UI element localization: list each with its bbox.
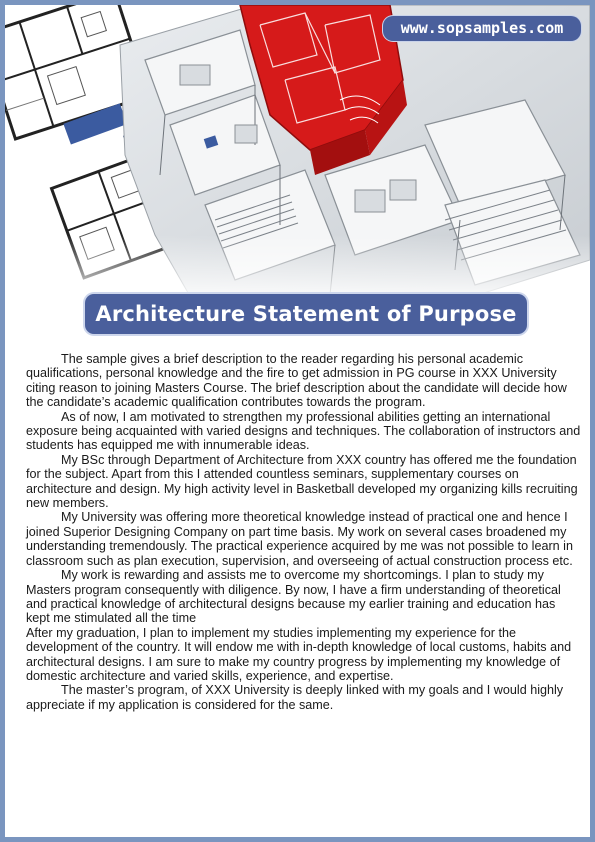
- paragraph: My University was offering more theoretical knowledge instead of practical one and hence I joined Superior Designing Company on part time basis. My work on several cases broadened my understanding tremendously. The practical experience acquired by me was not possible to learn in classroom such as plan execution, supervision, and overseeing of actual construction process etc.: [26, 510, 573, 568]
- paragraph: After my graduation, I plan to implement my studies implementing my experience for the development of the country. It will endow me with in-depth knowledge of local customs, habits and architectural designs. I am sure to make my country progress by implementing my knowledge of domestic architecture and varied skills, experience, and expertise.: [26, 625, 572, 683]
- statement-body: [26, 352, 582, 712]
- architecture-model-image: [5, 5, 590, 305]
- paragraph: My BSc through Department of Architecture from XXX country has offered me the foundation for the subject. Apart from this I attended countless seminars, supplementary courses on architecture and design. My high activity level in Basketball developed my organizing kills recruiting new members.: [26, 452, 578, 511]
- document-page: [5, 5, 590, 837]
- paragraph: The sample gives a brief description to the reader regarding his personal academic qualifications, personal knowledge and the fire to get admission in PG course in XXX University citing reason to joining Masters Course. The brief description about the candidate will decide how the candidate’s academic qualification contributes towards the program.: [26, 352, 567, 410]
- page-title: Architecture Statement of Purpose: [85, 294, 527, 334]
- paragraph: My work is rewarding and assists me to overcome my shortcomings. I plan to study my Masters program consequently with diligence. By now, I have a firm understanding of theoretical and practical knowledge of architectural designs because my earlier training and education has kept me stimulated all the time: [26, 568, 561, 626]
- paragraph: The master’s program, of XXX University is deeply linked with my goals and I would highly appreciate if my application is considered for the same.: [26, 683, 564, 712]
- website-url-badge: www.sopsamples.com: [383, 16, 581, 41]
- architecture-illustration: [5, 5, 590, 305]
- paragraph: As of now, I am motivated to strengthen my professional abilities getting an international exposure being acquainted with varied designs and techniques. The collaboration of instructors and students has equipped me with innumerable ideas.: [26, 409, 581, 453]
